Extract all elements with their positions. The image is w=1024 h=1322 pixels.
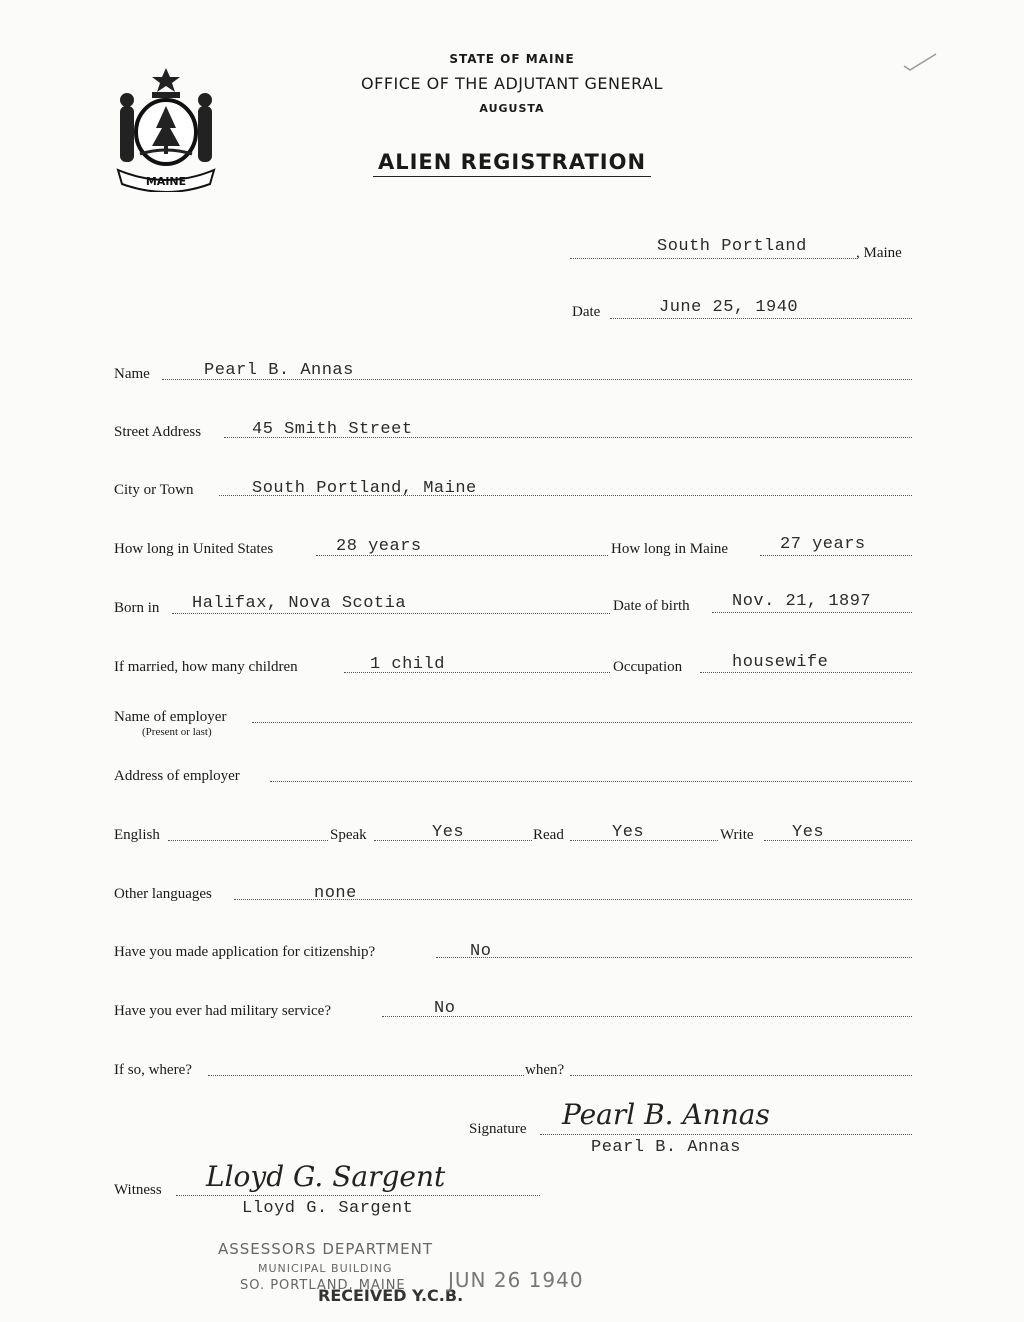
- employer-address-label: Address of employer: [114, 768, 240, 784]
- signature-typed: Pearl B. Annas: [591, 1138, 741, 1157]
- born-in-line: [172, 613, 610, 614]
- write-value: Yes: [792, 823, 825, 842]
- where-label: If so, where?: [114, 1062, 192, 1078]
- city-value: South Portland, Maine: [252, 479, 477, 498]
- street-value: 45 Smith Street: [252, 420, 413, 439]
- where-line: [208, 1075, 524, 1076]
- stamp-received: RECEIVED Y.C.B.: [318, 1286, 464, 1305]
- dob-label: Date of birth: [613, 598, 690, 614]
- when-label: when?: [525, 1062, 565, 1078]
- born-in-label: Born in: [114, 600, 160, 616]
- header-state: STATE OF MAINE: [449, 52, 575, 66]
- occupation-line: [700, 672, 912, 673]
- occupation-label: Occupation: [613, 659, 683, 675]
- star-icon: [152, 68, 180, 92]
- english-line: [168, 840, 328, 841]
- seal-banner-text: MAINE: [145, 175, 187, 188]
- witness-label: Witness: [114, 1182, 162, 1198]
- name-label: Name: [114, 366, 150, 382]
- read-label: Read: [533, 827, 564, 843]
- citizenship-value: No: [470, 942, 492, 961]
- date-value: June 25, 1940: [659, 298, 799, 317]
- us-duration-value: 28 years: [336, 537, 422, 556]
- other-languages-label: Other languages: [114, 886, 212, 902]
- date-label: Date: [572, 304, 601, 320]
- stamp-building: MUNICIPAL BUILDING: [258, 1262, 393, 1275]
- witness-typed: Lloyd G. Sargent: [242, 1199, 414, 1218]
- military-value: No: [434, 999, 456, 1018]
- military-line: [382, 1016, 912, 1017]
- date-line: [610, 318, 912, 319]
- children-value: 1 child: [370, 655, 445, 674]
- citizenship-label: Have you made application for citizenship?: [114, 944, 376, 960]
- employer-line: [252, 722, 912, 723]
- employer-label: Name of employer: [114, 709, 227, 725]
- street-label: Street Address: [114, 424, 202, 440]
- page-title: ALIEN REGISTRATION: [377, 150, 647, 174]
- name-value: Pearl B. Annas: [204, 361, 354, 380]
- write-label: Write: [720, 827, 754, 843]
- children-label: If married, how many children: [114, 659, 298, 675]
- signature-handwritten: Pearl B. Annas: [562, 1098, 770, 1131]
- title-underline: [373, 176, 651, 177]
- dob-value: Nov. 21, 1897: [732, 592, 872, 611]
- stamp-address: SO. PORTLAND, MAINE: [240, 1278, 406, 1293]
- us-duration-label: How long in United States: [114, 541, 274, 557]
- checkmark-icon: [900, 50, 940, 74]
- header-city: AUGUSTA: [479, 102, 545, 115]
- stamp-date: JUN 26 1940: [448, 1268, 584, 1292]
- maine-duration-value: 27 years: [780, 535, 866, 554]
- maine-duration-line: [760, 555, 912, 556]
- write-line: [764, 840, 912, 841]
- read-value: Yes: [612, 823, 645, 842]
- signature-line: [540, 1134, 912, 1135]
- speak-label: Speak: [330, 827, 367, 843]
- location-line: [570, 258, 856, 259]
- location-value: South Portland: [657, 237, 807, 256]
- state-seal: [112, 66, 220, 192]
- signature-label: Signature: [469, 1121, 527, 1137]
- english-label: English: [114, 827, 160, 843]
- location-suffix: , Maine: [856, 245, 902, 261]
- military-label: Have you ever had military service?: [114, 1003, 331, 1019]
- witness-handwritten: Lloyd G. Sargent: [206, 1160, 446, 1193]
- city-label: City or Town: [114, 482, 194, 498]
- born-in-value: Halifax, Nova Scotia: [192, 594, 407, 613]
- witness-line: [176, 1195, 540, 1196]
- employer-sublabel: (Present or last): [142, 726, 212, 738]
- header-office: OFFICE OF THE ADJUTANT GENERAL: [361, 74, 663, 93]
- occupation-value: housewife: [732, 653, 829, 672]
- other-languages-value: none: [314, 884, 357, 903]
- speak-value: Yes: [432, 823, 465, 842]
- citizenship-line: [436, 957, 912, 958]
- maine-duration-label: How long in Maine: [611, 541, 729, 557]
- employer-address-line: [270, 781, 912, 782]
- dob-line: [712, 612, 912, 613]
- stamp-department: ASSESSORS DEPARTMENT: [218, 1240, 434, 1258]
- when-line: [570, 1075, 912, 1076]
